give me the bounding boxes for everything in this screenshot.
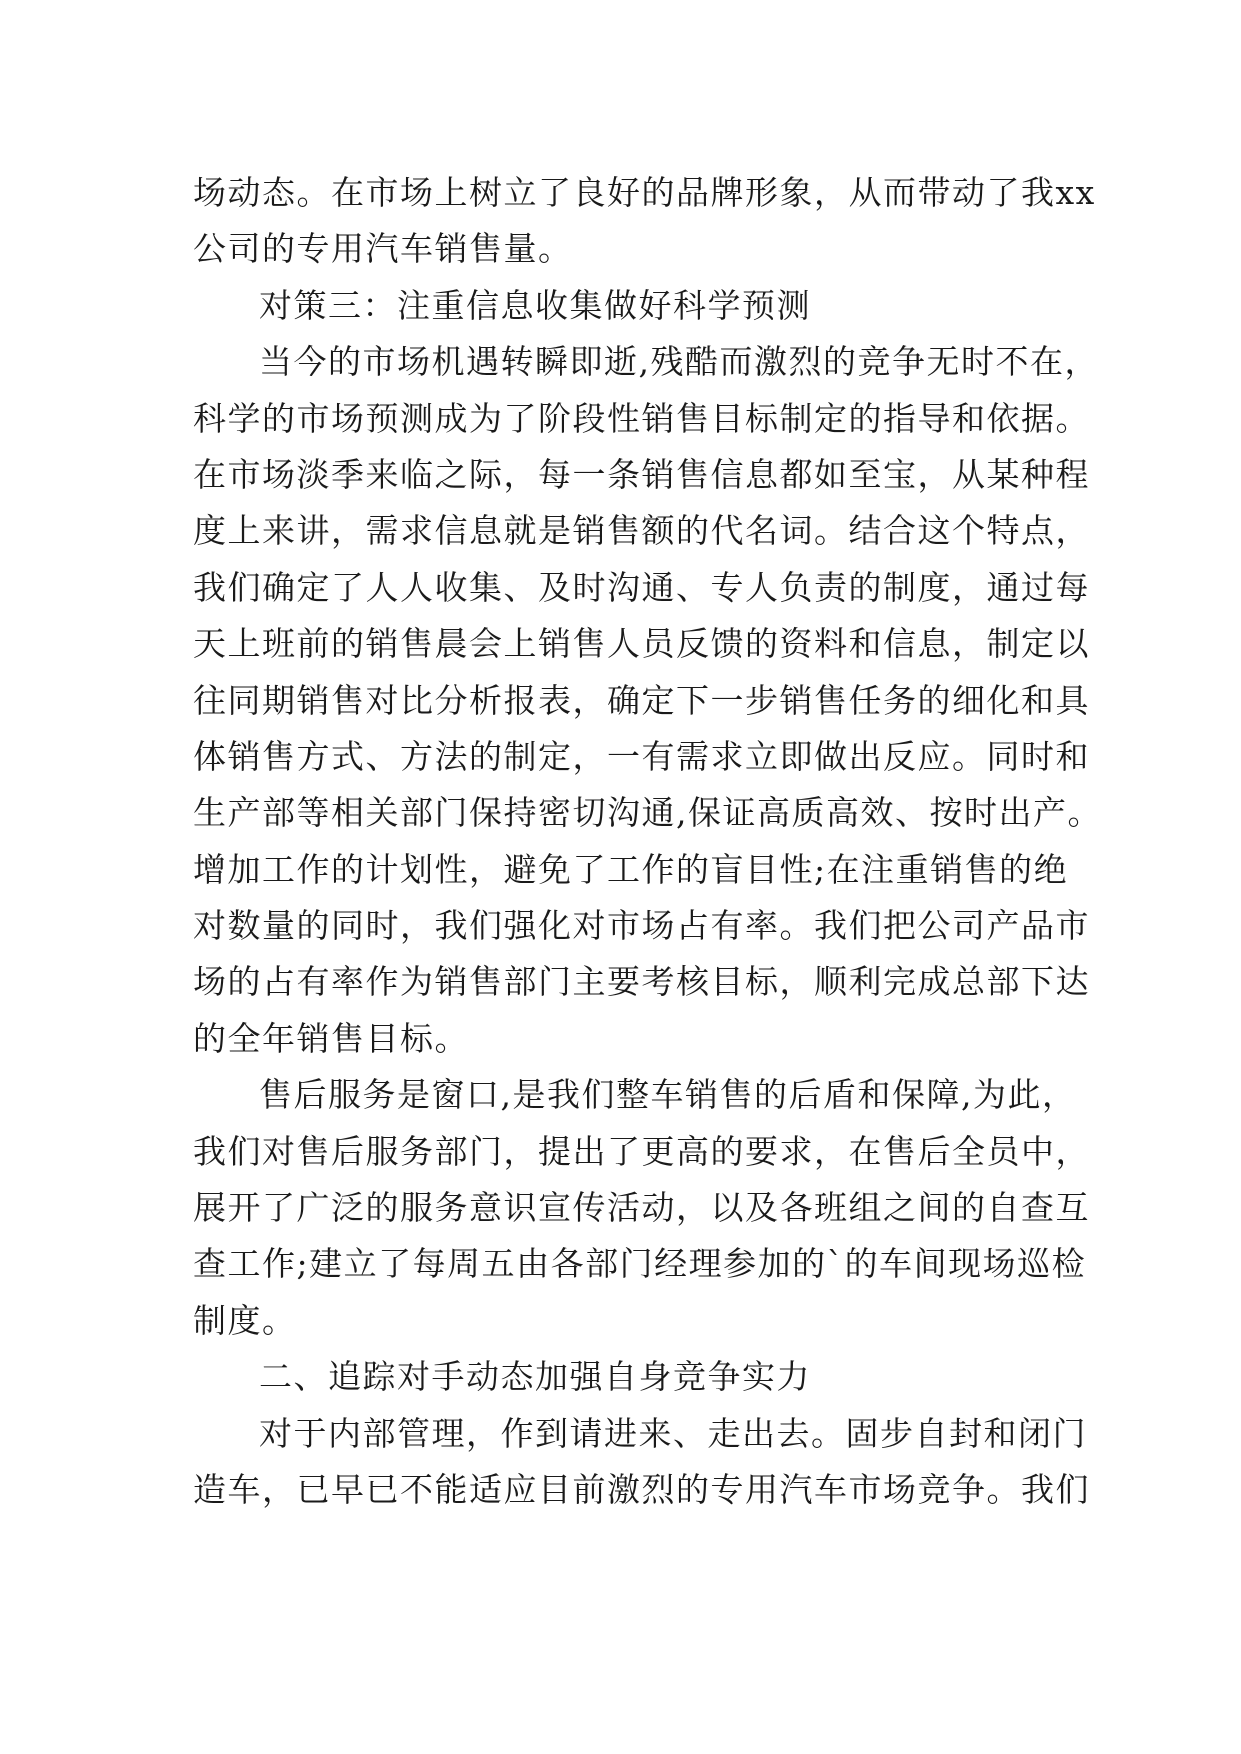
text-line: 制度。 [193,1300,297,1340]
text-line: 体销售方式、方法的制定，一有需求立即做出反应。同时和 [193,736,1090,776]
text-line: 场的占有率作为销售部门主要考核目标，顺利完成总部下达 [193,962,1090,1002]
text-line: 科学的市场预测成为了阶段性销售目标制定的指导和依据。 [193,398,1090,438]
text-line: 当今的市场机遇转瞬即逝,残酷而激烈的竞争无时不在， [259,342,1099,382]
text-line: 的全年销售目标。 [193,1018,469,1058]
text-line: 场动态。在市场上树立了良好的品牌形象，从而带动了我xx [193,173,1096,212]
text-line: 对数量的同时，我们强化对市场占有率。我们把公司产品市 [193,906,1090,946]
text-line: 天上班前的销售晨会上销售人员反馈的资料和信息，制定以 [193,624,1090,664]
text-line: 增加工作的计划性，避免了工作的盲目性;在注重销售的绝 [193,849,1069,889]
text-line: 我们确定了人人收集、及时沟通、专人负责的制度，通过每 [193,567,1090,607]
text-line: 售后服务是窗口,是我们整车销售的后盾和保障,为此， [259,1075,1077,1115]
text-line: 往同期销售对比分析报表，确定下一步销售任务的细化和具 [193,680,1090,720]
text-line: 我们对售后服务部门，提出了更高的要求，在售后全员中， [193,1131,1090,1171]
text-line: 展开了广泛的服务意识宣传活动，以及各班组之间的自查互 [193,1188,1090,1228]
text-line: 对策三：注重信息收集做好科学预测 [259,285,811,325]
body-text [193,165,1102,1518]
text-line: 公司的专用汽车销售量。 [193,229,573,269]
text-line: 对于内部管理，作到请进来、走出去。固步自封和闭门 [259,1413,1087,1453]
text-line: 生产部等相关部门保持密切沟通,保证高质高效、按时出产。 [193,793,1102,833]
text-line: 造车，已早已不能适应目前激烈的专用汽车市场竞争。我们 [193,1469,1090,1509]
text-line: 度上来讲，需求信息就是销售额的代名词。结合这个特点， [193,511,1090,551]
text-line: 二、追踪对手动态加强自身竞争实力 [259,1357,811,1397]
text-line: 查工作;建立了每周五由各部门经理参加的`的车间现场巡检 [193,1244,1087,1284]
text-line: 在市场淡季来临之际，每一条销售信息都如至宝，从某种程 [193,454,1090,494]
